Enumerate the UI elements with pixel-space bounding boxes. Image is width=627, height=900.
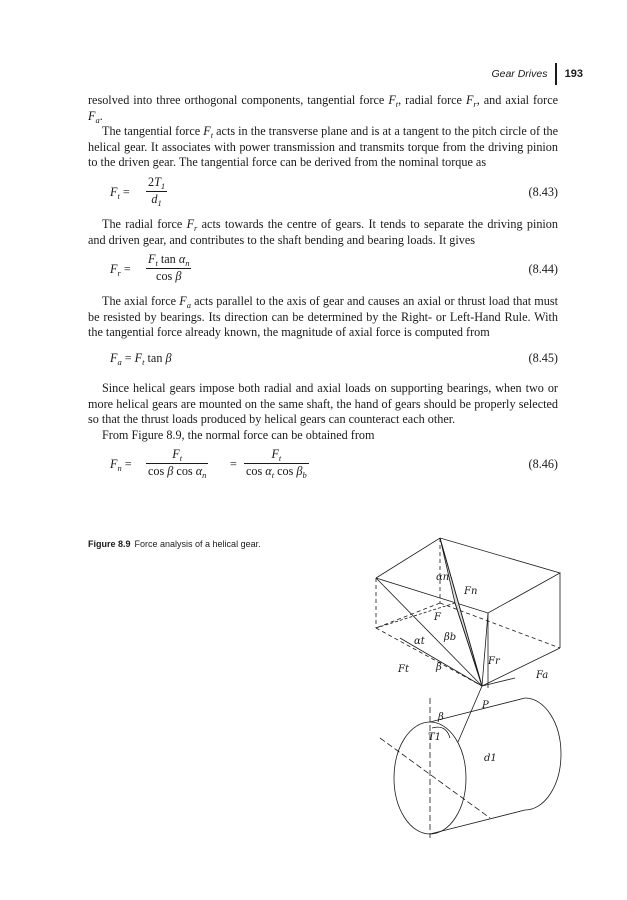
label-fr: Fr xyxy=(488,656,500,667)
label-p: P xyxy=(482,700,489,711)
paragraph-3: The radial force $F_r$ acts towards the centre of gears. It tends to separate the driving pinion and driven gear, and contributes to the shaft bending and bearing loads. It gives xyxy=(88,216,558,247)
label-ft: Ft xyxy=(398,664,409,675)
label-fn: Fn xyxy=(464,586,478,597)
paragraph-1: resolved into three orthogonal components, tangential force $F_t$, radial force $F_r$, and axial force $F_a$. xyxy=(88,93,559,125)
body-text xyxy=(88,93,558,489)
symbol-fa: $F_a$ xyxy=(88,108,100,125)
equation-8-46: $F_n$ = $F_t$ cos β $\cos \alpha_n$ = $F_t$ $\cos \alpha_t$ $\cos \beta_b$ (8.46) xyxy=(110,447,558,480)
label-beta-b: βb xyxy=(444,632,457,643)
symbol-fr: $F_r$ xyxy=(465,93,477,109)
symbol-ft: $F_t$ xyxy=(388,93,399,109)
running-header xyxy=(491,62,583,86)
force-diagram-svg xyxy=(370,528,570,838)
label-beta-low: β xyxy=(438,712,444,723)
equation-8-43: $F_t$ = $2T_1$ $d_1$ (8.43) xyxy=(110,174,558,208)
paragraph-4: The axial force $F_a$ acts parallel to the axis of gear and causes an axial or thrust load that must be resisted by bearings. Its direction can be determined by the Right- or Left-Hand Rule. With the tangential force already known, the magnitude of axial force is computed from xyxy=(88,294,559,340)
equation-8-45: $F_a = F_t$ tan β (8.45) xyxy=(110,350,558,367)
label-beta: β xyxy=(436,662,442,673)
paragraph-6: From Figure 8.9, the normal force can be obtained from xyxy=(102,427,375,442)
equation-8-44: $F_r$ = $F_t$ $\tan \alpha_n$ cos β (8.44) xyxy=(110,252,558,283)
label-alpha-n: αn xyxy=(436,572,450,583)
section-title: Gear Drives xyxy=(491,68,548,80)
equation-number: (8.46) xyxy=(528,457,558,472)
label-t1: T1 xyxy=(428,732,442,743)
equation-number: (8.45) xyxy=(528,350,558,365)
helical-gear-force-diagram xyxy=(370,528,570,838)
label-d1: d1 xyxy=(484,753,497,764)
page-number: 193 xyxy=(564,68,583,80)
equation-number: (8.43) xyxy=(528,184,558,199)
equation-number: (8.44) xyxy=(528,262,558,277)
paragraph-5: Since helical gears impose both radial and axial loads on supporting bearings, when two or more helical gears are mounted on the same shaft, the hand of gears should be properly selected so that the thrust loads produced by helical gears can counteract each other. xyxy=(88,380,558,427)
paragraph-2: The tangential force $F_t$ acts in the transverse plane and is at a tangent to the pitch circle of the helical gear. It associates with power transmission and transmits torque from the driving pinion to the driven gear. The tangential force can be derived from the nominal torque as xyxy=(88,124,558,170)
label-alpha-t: αt xyxy=(414,636,425,647)
header-divider xyxy=(555,63,556,85)
label-fa: Fa xyxy=(536,670,549,681)
label-f: F xyxy=(434,612,441,623)
figure-caption: Figure 8.9 Force analysis of a helical gear. xyxy=(88,539,261,549)
